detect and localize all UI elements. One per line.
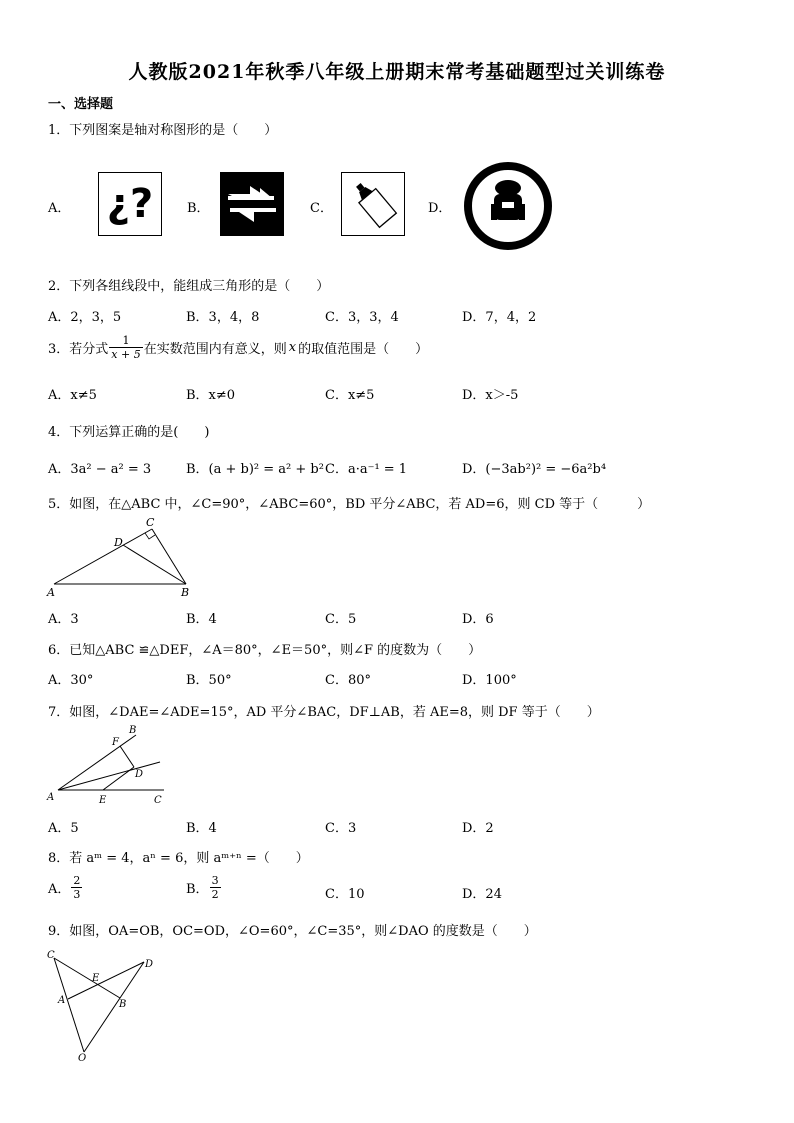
q3-fraction: [109, 334, 142, 361]
q3-option-a: A．x≠5: [48, 388, 97, 403]
q9-label-d: D: [145, 959, 154, 970]
q8-option-a-label: A．: [48, 882, 71, 897]
q8-option-b-fraction: [210, 874, 221, 901]
q8-option-a-den: 3: [73, 888, 81, 901]
q7-angle-figure: [44, 722, 174, 808]
railway-arrows-icon: [220, 172, 284, 236]
q7-label-f: F: [112, 737, 119, 748]
q3-denominator: x + 5: [111, 348, 141, 361]
q9-label-b: B: [119, 999, 127, 1010]
q7-label-a: A: [47, 792, 55, 803]
q9-label-o: O: [78, 1053, 87, 1064]
q4-option-a: A．3a² − a² = 3: [48, 462, 152, 477]
q8-option-b-label: B．: [186, 882, 209, 897]
q5-option-d: D．6: [462, 612, 494, 627]
q5-option-a: A．3: [48, 612, 79, 627]
circular-emblem-icon: [464, 162, 552, 250]
question-1-stem: 1．下列图案是轴对称图形的是（ ）: [48, 123, 278, 138]
q1-label-c: C．: [310, 201, 333, 216]
q8-option-b-den: 2: [211, 888, 219, 901]
q7-label-d: D: [135, 769, 144, 780]
q5-triangle-figure: [44, 512, 194, 598]
q6-option-a: A．30°: [48, 673, 94, 688]
question-mark-icon: [98, 172, 162, 236]
q5-label-b: B: [181, 586, 190, 599]
q8-option-d: D．24: [462, 887, 502, 902]
q3-variable: x: [288, 340, 297, 355]
q3-middle: 在实数范围内有意义，则: [143, 342, 287, 357]
q8-option-c: C．10: [325, 887, 365, 902]
q7-option-d: D．2: [462, 821, 494, 836]
q4-option-c: C．a·a⁻¹ = 1: [325, 462, 408, 477]
q3-tail: 的取值范围是（ ）: [298, 342, 429, 357]
q6-option-d: D．100°: [462, 673, 517, 688]
q5-label-a: A: [47, 586, 55, 599]
q8-option-b: [186, 874, 222, 901]
q8-option-a-num: 2: [73, 874, 81, 887]
question-2-stem: 2．下列各组线段中，能组成三角形的是（ ）: [48, 279, 330, 294]
q8-option-a-fraction: [71, 874, 82, 901]
q4-option-b: B．(a + b)² = a² + b²: [186, 462, 324, 477]
question-8-stem: 8．若 aᵐ = 4，aⁿ = 6，则 aᵐ⁺ⁿ =（ ）: [48, 851, 309, 866]
q2-option-d: D．7，4，2: [462, 310, 537, 325]
q1-label-a: A．: [48, 201, 71, 216]
q5-label-d: D: [114, 536, 123, 549]
q8-option-b-num: 3: [211, 874, 219, 887]
q9-triangles-figure: [44, 944, 164, 1064]
q2-option-a: A．2，3，5: [48, 310, 122, 325]
q8-option-a: [48, 874, 83, 901]
q3-prefix: 3．若分式: [48, 342, 109, 357]
q9-label-c: C: [47, 950, 55, 961]
q5-option-c: C．5: [325, 612, 357, 627]
question-4-stem: 4．下列运算正确的是( ): [48, 425, 210, 440]
q5-label-c: C: [146, 516, 155, 529]
q1-label-d: D．: [428, 201, 452, 216]
q7-option-b: B．4: [186, 821, 217, 836]
q1-icon-a-text: ¿?: [106, 181, 154, 227]
question-5-stem: 5．如图，在△ABC 中，∠C=90°，∠ABC=60°，BD 平分∠ABC，若 AD=6，则 CD 等于（ ）: [48, 497, 651, 512]
q7-option-c: C．3: [325, 821, 357, 836]
question-6-stem: 6．已知△ABC ≌△DEF，∠A＝80°，∠E＝50°，则∠F 的度数为（ ）: [48, 643, 482, 658]
q3-option-c: C．x≠5: [325, 388, 375, 403]
q2-option-c: C．3，3，4: [325, 310, 399, 325]
q7-option-a: A．5: [48, 821, 79, 836]
q3-option-b: B．x≠0: [186, 388, 236, 403]
q1-label-b: B．: [187, 201, 210, 216]
q9-label-a: A: [58, 995, 66, 1006]
q7-label-e: E: [99, 795, 107, 806]
page-title: 人教版2021年秋季八年级上册期末常考基础题型过关训练卷: [128, 61, 666, 83]
q5-option-b: B．4: [186, 612, 217, 627]
q9-label-e: E: [92, 973, 100, 984]
section-heading: 一、选择题: [48, 97, 114, 112]
q6-option-b: B．50°: [186, 673, 232, 688]
q7-label-b: B: [129, 725, 137, 736]
q4-option-d: D．(−3ab²)² = −6a²b⁴: [462, 462, 607, 477]
question-7-stem: 7．如图，∠DAE=∠ADE=15°，AD 平分∠BAC，DF⊥AB，若 AE=8，则 DF 等于（ ）: [48, 705, 600, 720]
question-3-stem: [48, 334, 428, 361]
q6-option-c: C．80°: [325, 673, 371, 688]
marker-pen-icon: [341, 172, 405, 236]
q3-option-d: D．x＞-5: [462, 388, 519, 403]
q3-numerator: 1: [109, 334, 142, 348]
question-9-stem: 9．如图，OA=OB，OC=OD，∠O=60°，∠C=35°，则∠DAO 的度数是（ ）: [48, 924, 537, 939]
q2-option-b: B．3，4，8: [186, 310, 260, 325]
q7-label-c: C: [154, 795, 162, 806]
